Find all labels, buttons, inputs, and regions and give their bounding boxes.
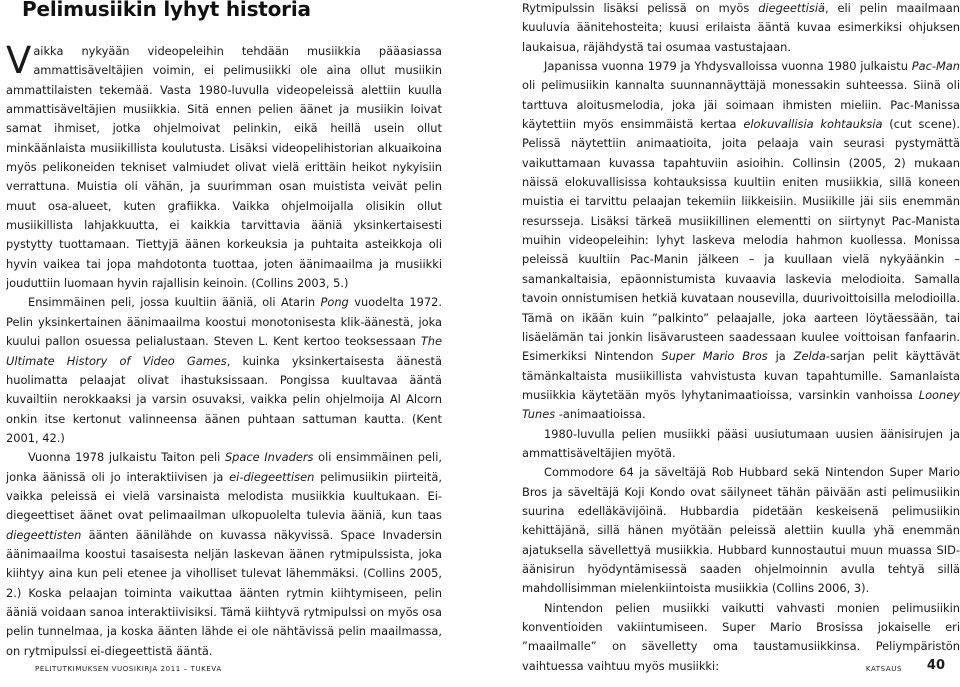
text-run: , eli pelin maailmaan kuuluvia äänitehosteita; kuusi erilaista ääntä kuvaa esimerkiksi ohjuksen laukaisua, räjähdystä tai osumaa vastustajaan. (522, 1, 960, 54)
paragraph: 1980-luvulla pelien musiikki pääsi uusiutumaan uusien äänisirujen ja ammattisäveltäjien myötä. (522, 426, 960, 460)
italic-term: elokuvallisia kohtauksia (743, 117, 883, 132)
text-run: Rytmipulssin lisäksi pelissä on myös (522, 1, 759, 15)
italic-title: The Ultimate History of Video Games (6, 334, 442, 368)
paragraph (6, 293, 442, 448)
text-run: vuodelta 1972. Pelin yksinkertainen äänimaailma koostui monotonisesta klik-äänestä, joka kuului pallon osuessa pelialustaan. Steven L. Kent kertoo teoksessaan (6, 295, 442, 349)
text-run: , kuinka yksinkertaisesta äänestä huolimatta pelaajat olivat ihastuksissaan. Pongissa kuultavaa ääntä kuvailtiin nerokkaaksi ja varsin osuvaksi, vaikka pelin ohjelmoija Al Alcorn onkin itse kertonut valinneensa äänen puhtaan sattuman kautta. (Kent 2001, 42.) (6, 353, 442, 445)
paragraph: Nintendon pelien musiikki vaikutti vahvasti monien pelimusiikin konventioiden vakiintumiseen. Super Mario Brosissa jokaiselle eri ”maailmalle” on sävelletty oma taustamusiikkinsa. Peliympäristön vaihtuessa vaihtuu myös musiikki: (522, 600, 960, 673)
italic-title: Super Mario Bros (661, 349, 768, 364)
italic-title: Looney Tunes (522, 387, 960, 422)
italic-title: Pac-Man (911, 59, 960, 74)
text-run: pelimusiikin piirteitä, vaikka peleissä ei vielä varsinaista melodista musiikkia kuultukaan. Ei-diegeettiset äänet ovat pelimaailman ulkopuolelta tulevia ääniä, kun taas (6, 469, 442, 523)
text-run: Vuonna 1978 julkaistu Taiton peli (28, 450, 225, 465)
text-run: -sarjan pelit käyttävät tämänkaltaista musiikillista vahvistusta kuvan tapahtumille. Samanlaista musiikkia käytetään myös lyhytanimaatioissa, varsinkin vanhoissa (522, 349, 960, 402)
paragraph (6, 448, 442, 661)
text-run: äänten äänilähde on kuvassa näkyvissä. Space Invadersin äänimaailma koostui tasaisesta neljän laskevan äänen rytmipulssista, joka kiihtyy aina kun peli etenee ja viholliset tulevat lähemmäksi. (Collins 2005, 2.) Koska pelaajan toiminta vaikuttaa äänten rytmin kiihtymiseen, pelin ääniä voidaan sanoa interaktiivisiksi. Tämä kiihtyvä rytmipulssi on myös osa pelin tunnelmaa, ja koska äänten lähde ei ole nähtävissä pelin maailmassa, on rytmipulssi ei-diegeettistä ääntä. (6, 527, 442, 658)
footer-section: KATSAUS (865, 665, 902, 673)
drop-cap: V (6, 39, 32, 82)
text-run: Japanissa vuonna 1979 ja Yhdysvalloissa vuonna 1980 julkaistu (544, 59, 912, 74)
italic-title: Zelda (793, 349, 826, 364)
paragraph (522, 57, 960, 425)
text-run: -animaatioissa. (555, 407, 646, 422)
text-run: (cut scene). Pelissä näytettiin animaatioita, joita pelaaja vain seurasi pystymättä vaikuttamaan kuvassa tapahtuviin asioihin. Collinsin (2005, 2) mukaan näissä elokuvallisissa kohtauksissa kuultiin eniten musiikkia, sillä koneen muistia ei tarvittu pelaajan tekemiin liikkeisiin. Musiikille jäi siis enemmän resursseja. Lisäksi tärkeä musiikillinen elementti on siirtynyt Pac-Manista muihin videopeleihin: lyhyt laskeva melodia hahmon kuollessa. Monissa peleissä kuultiin Pac-Manin jälkeen – ja kuullaan vielä nykyäänkin – samankaltaisia, epäonnistumista kuvaavia laskevia melodioita. Samalla tavoin onnistumisen hetkiä kuvataan nousevilla, duurivoittoisilla melodioilla. Tämä on ikään kuin ”palkinto” pelaajalle, joka aarteen löytäessään, tai lisäelämän tai jonkin lisävarusteen saadessaan kuulee voittoisan fanfaarin. Esimerkiksi Nintendon (522, 117, 960, 364)
paragraph: Commodore 64 ja säveltäjä Rob Hubbard sekä Nintendon Super Mario Bros ja säveltäjä Koji Kondo ovat säilyneet tähän päivään asti pelimusiikin suurina edelläkävijöinä. Hubbardia pidetään keskeisenä pelimusiikin kehittäjänä, sillä hänen myötään peleissä alettiin kuulla yhä enemmän ajatuksella sävellettyä musiikkia. Hubbard kunnostautui muun muassa SID-äänisirun hyödyntämisessä saaden ohjelmoinnin avulla tehtyä sillä mahdollisimman mielenkiintoista musiikkia (Collins 2006, 3). (522, 465, 960, 596)
italic-term: diegeettisten (6, 527, 82, 542)
text-run: oli pelimusiikin kannalta suunnannäyttäjä monessakin suhteessa. Siinä oli tarttuva aloitusmelodia, joka jäi soimaan ihmisten mieliin. Pac-Manissa käytettiin myös ensimmäistä kertaa (522, 78, 960, 132)
footer-journal: PELITUTKIMUKSEN VUOSIKIRJA 2011 – TUKEVA (35, 665, 222, 673)
page-number: 40 (926, 658, 945, 673)
right-body (522, 0, 960, 676)
italic-title: Space Invaders (224, 450, 314, 465)
left-body (6, 39, 442, 661)
page-title: Pelimusiikin lyhyt historia (22, 0, 311, 21)
italic-term: ei-diegeettisen (229, 469, 315, 484)
text-run: Ensimmäinen peli, jossa kuultiin ääniä, oli Atarin (28, 295, 321, 310)
text-run: oli ensimmäinen peli, jonka äänissä oli jo interaktiivisen ja (6, 450, 442, 484)
text-run: ja (767, 349, 794, 364)
paragraph-text: aikka nykyään videopeleihin tehdään musiikkia pääasiassa ammattisäveltäjien voimin, ei pelimusiikki ole aina ollut musiikin ammattilaisten tekemää. Vasta 1980-luvulla videopeleissä alettiin kuulla ammattisäveltäjien musiikkia. Sitä ennen pelien äänet ja musiikin loivat samat ihmiset, jotka ohjelmoivat pelinkin, eikä heillä usein ollut minkäänlaista musiikillista koulutusta. Lisäksi videopelihistorian alkuaikoina myös pelikoneiden tekniset valmiudet olivat vielä erittäin heikot nykyisiin verrattuna. Muistia oli vähän, ja suurimman osan muistista veivät pelin muut osa-alueet, kuten grafiikka. Vaikka ohjelmoijalla olisikin ollut musiikillista lahjakkuutta, ei kaikkia tarvittavia ääniä yksinkertaisesti pystytty tuottamaan. Tiettyjä äänen korkeuksia ja puhtaita asteikkoja oli hyvin vaikea tai jopa mahdotonta tuottaa, joten äänimaailma ja musiikki jouduttiin luomaan hyvin rajallisin keinoin. (Collins 2003, 5.) (6, 44, 442, 291)
italic-term: diegeettisiä (758, 1, 826, 15)
paragraph (6, 39, 442, 293)
italic-title: Pong (320, 295, 349, 310)
paragraph (522, 0, 960, 57)
